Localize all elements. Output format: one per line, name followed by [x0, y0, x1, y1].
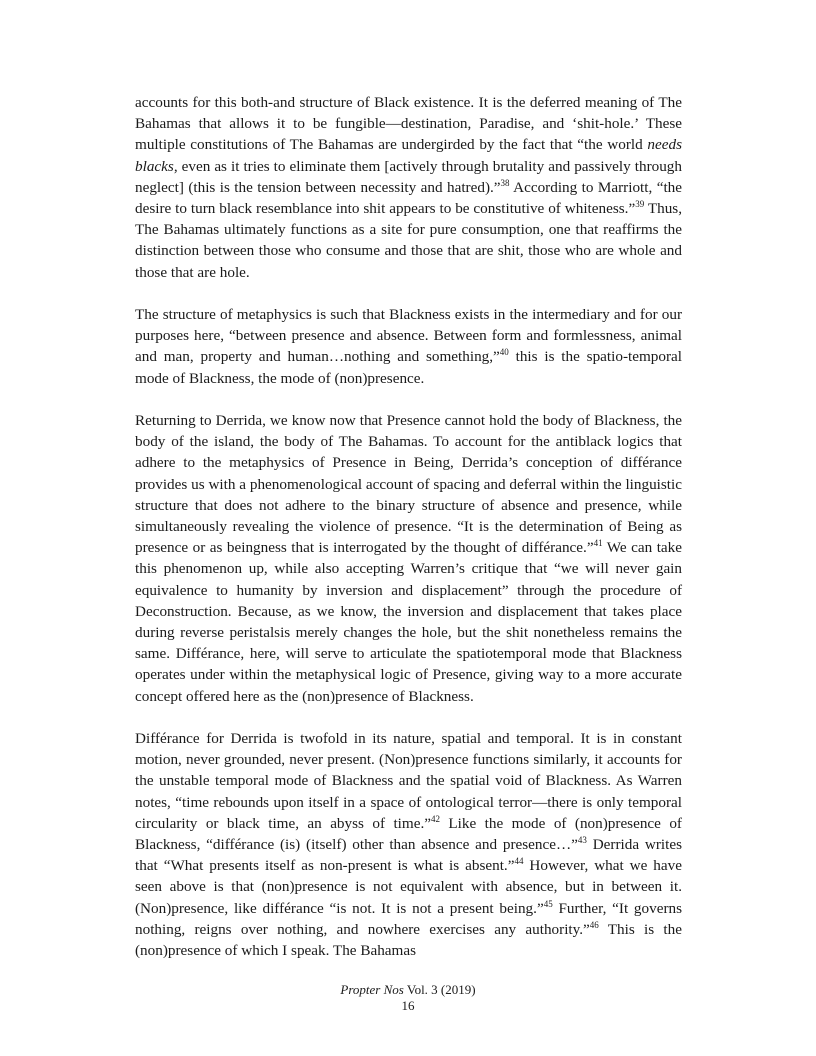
text-run: Further, “It governs nothing, reigns over nothing, and nowhere exercises any authority.” — [135, 899, 683, 938]
text-run: However, what we have seen above is that (non)presence is not equivalent with absence, but in between it. (Non)presence, like différance “is not. It is not a present being.” — [135, 857, 682, 917]
journal-volume: Vol. 3 (2019) — [403, 982, 476, 997]
footnote-ref: 39 — [635, 199, 645, 210]
text-run: According to Marriott, “the desire to turn black resemblance into shit appears to be constitutive of whiteness.” — [135, 178, 682, 218]
footnote-ref: 46 — [589, 919, 599, 930]
text-run: We can take this phenomenon up, while also accepting Warren’s critique that “we will never gain equivalence to humanity by inversion and displacement” through the procedure of Deconstruction. Because, as we know, the inversion and displacement that takes place during reverse peristalsis merely changes the hole, but the shit nonetheless remains the same. Différance, here, will serve to articulate the spatiotemporal mode that Blackness operates under within the metaphysical logic of Presence, giving way to a more accurate concept offered here as the (non)presence of Blackness. — [135, 539, 682, 705]
text-run: Différance for Derrida is twofold in its nature, spatial and temporal. It is in constant motion, never grounded, never present. (Non)presence functions similarly, it accounts for the unstable temporal mode of Blackness and the spatial void of Blackness. As Warren notes, “time rebounds upon itself in a space of ontological terror—there is only temporal circularity or black time, an abyss of time.” — [135, 730, 682, 832]
text-run: The structure of metaphysics is such that Blackness exists in the intermediary and for our purposes here, “between presence and absence. Between form and formlessness, animal and man, property and human…nothing and something,” — [135, 306, 682, 366]
text-run: , even as it tries to eliminate them [actively through brutality and passively through neglect] (this is the tension between necessity and hatred).” — [135, 157, 682, 196]
footnote-ref: 41 — [593, 538, 603, 549]
footnote-ref: 38 — [500, 177, 510, 188]
footer-citation — [0, 982, 816, 998]
footnote-ref: 45 — [543, 898, 553, 909]
paragraph — [135, 728, 682, 961]
page-number: 16 — [401, 998, 415, 1013]
text-run: Thus, The Bahamas ultimately functions as a site for pure consumption, one that reaffirms the distinction between those who consume and those that are shit, those who are whole and those that are hole. — [135, 200, 683, 281]
footnote-ref: 43 — [577, 835, 587, 846]
page-footer — [0, 982, 816, 1014]
text-run: Derrida writes that “What presents itself as non-present is what is absent.” — [135, 836, 682, 875]
paragraph — [135, 304, 682, 389]
paragraph — [135, 92, 682, 283]
footnote-ref: 40 — [499, 347, 509, 358]
emphasis-text: needs blacks — [135, 136, 682, 175]
journal-title: Propter Nos — [340, 982, 404, 997]
text-run: Like the mode of (non)presence of Blackness, “différance (is) (itself) other than absence and presence…” — [135, 814, 682, 854]
body-text — [135, 92, 682, 961]
text-run: this is the spatio-temporal mode of Blackness, the mode of (non)presence. — [135, 348, 682, 387]
text-run: accounts for this both-and structure of Black existence. It is the deferred meaning of The Bahamas that allows it to be fungible—destination, Paradise, and ‘shit-hole.’ These multiple constitutions of The Bahamas are undergirded by the fact that “the world — [135, 94, 682, 154]
paragraph — [135, 410, 682, 707]
text-run: This is the (non)presence of which I speak. The Bahamas — [135, 920, 682, 960]
footnote-ref: 42 — [430, 813, 440, 824]
footnote-ref: 44 — [514, 856, 524, 867]
text-run: Returning to Derrida, we know now that Presence cannot hold the body of Blackness, the body of the island, the body of The Bahamas. To account for the antiblack logics that adhere to the metaphysics of Presence in Being, Derrida’s conception of différance provides us with a phenomenological account of spacing and deferral within the linguistic structure that does not adhere to the binary structure of absence and presence, while simultaneously revealing the violence of presence. “It is the determination of Being as presence or as beingness that is interrogated by the thought of différance.” — [135, 412, 682, 557]
